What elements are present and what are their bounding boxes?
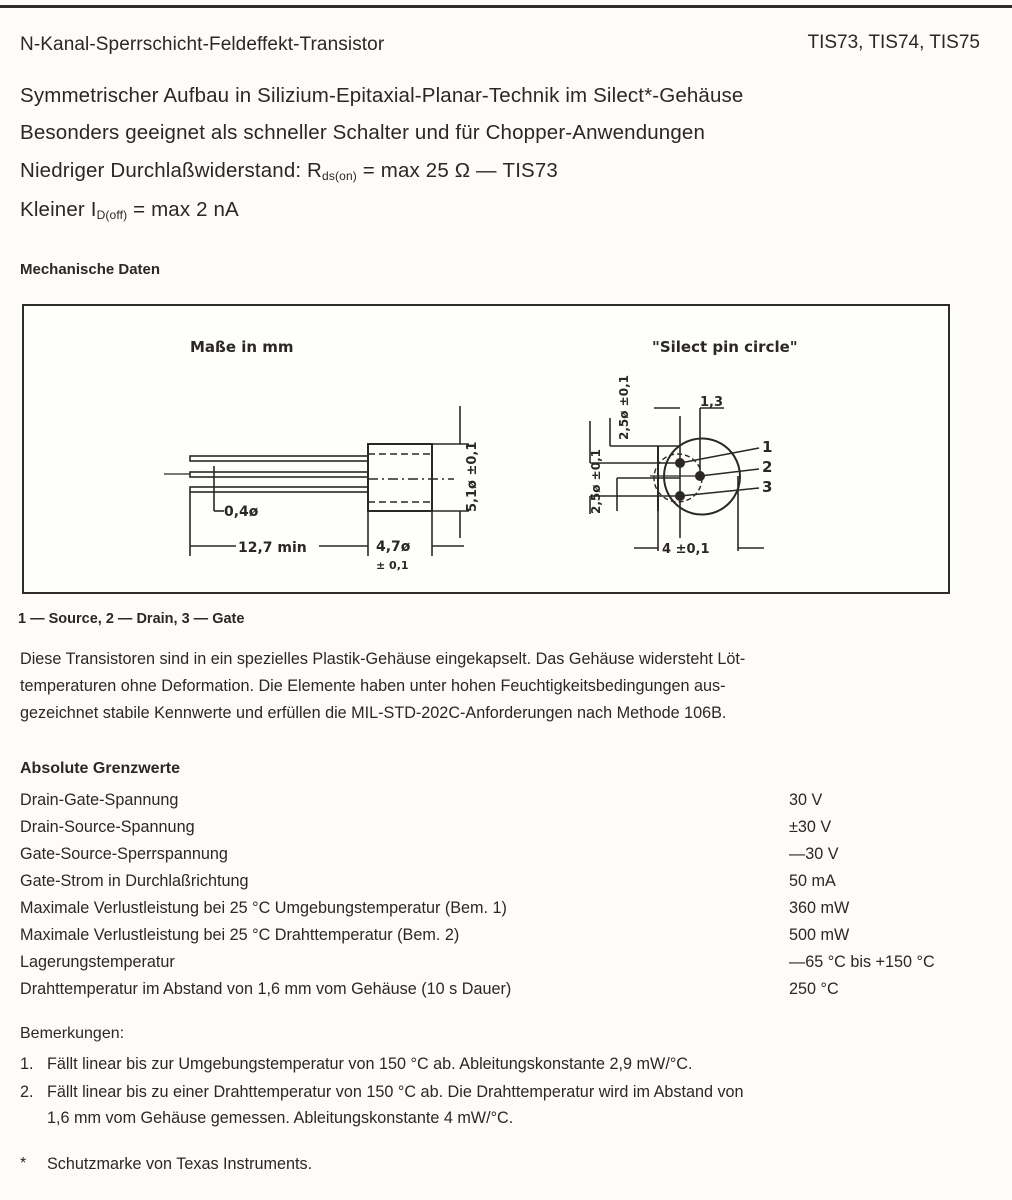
limit-row: [20, 926, 980, 950]
lead-diameter-label: 0,4ø: [224, 504, 259, 520]
limit-row: [20, 953, 980, 977]
feature-subscript: ds(on): [322, 169, 357, 183]
feature-suffix: = max 2 nA: [127, 198, 239, 221]
footnote-mark: *: [20, 1155, 27, 1172]
remark-number: 1.: [20, 1055, 34, 1073]
remark-text: Fällt linear bis zur Umgebungstemperatur von 150 °C ab. Ableitungskonstante 2,9 mW/°C.: [47, 1055, 693, 1073]
document-title: N-Kanal-Sperrschicht-Feldeffekt-Transistor: [20, 34, 385, 55]
flat-width-label: 4 ±0,1: [662, 542, 710, 557]
feature-subscript: D(off): [96, 208, 128, 222]
remark-number: 2.: [20, 1083, 34, 1101]
limit-value: 30 V: [789, 791, 823, 809]
side-view-title: Maße in mm: [190, 338, 294, 356]
offset-label: 1,3: [700, 395, 724, 410]
limit-name: Drain-Source-Spannung: [20, 818, 195, 836]
limit-name: Maximale Verlustleistung bei 25 °C Umgebungstemperatur (Bem. 1): [20, 899, 507, 917]
pin-view-title: "Silect pin circle": [652, 338, 798, 356]
description-line: Diese Transistoren sind in ein spezielles Plastik-Gehäuse eingekapselt. Das Gehäuse widersteht Löt-: [20, 650, 746, 668]
body-length-label: 4,7ø: [376, 539, 411, 555]
feature-suffix: = max 25 Ω — TIS73: [356, 159, 558, 182]
pin-1-label: 1: [762, 438, 773, 456]
feature-prefix: Kleiner I: [20, 198, 97, 221]
feature-line: Symmetrischer Aufbau in Silizium-Epitaxial-Planar-Technik im Silect*-Gehäuse: [20, 84, 744, 107]
mechanical-heading: Mechanische Daten: [20, 261, 161, 278]
feature-line: Besonders geeignet als schneller Schalter und für Chopper-Anwendungen: [20, 121, 706, 144]
body-diameter-label: 5,1ø ±0,1: [465, 441, 480, 512]
remark-text: 1,6 mm vom Gehäuse gemessen. Ableitungskonstante 4 mW/°C.: [47, 1109, 514, 1127]
limit-row: [20, 899, 980, 923]
pin-circle-left-label: 2,5ø ±0,1: [589, 449, 603, 514]
footnote-text: Schutzmarke von Texas Instruments.: [47, 1155, 313, 1173]
limit-name: Drain-Gate-Spannung: [20, 791, 179, 809]
limit-name: Maximale Verlustleistung bei 25 °C Drahttemperatur (Bem. 2): [20, 926, 460, 944]
limit-name: Drahttemperatur im Abstand von 1,6 mm vom Gehäuse (10 s Dauer): [20, 980, 512, 998]
feature-line-idoff: [20, 198, 239, 222]
pin-2-label: 2: [762, 458, 773, 476]
body-length-tol: ± 0,1: [376, 559, 409, 572]
description-line: temperaturen ohne Deformation. Die Elemente haben unter hohen Feuchtigkeitsbedingungen aus-: [20, 677, 726, 695]
feature-line-rdson: [20, 159, 558, 183]
remark-text: Fällt linear bis zu einer Drahttemperatur von 150 °C ab. Die Drahttemperatur wird im Abstand von: [47, 1083, 744, 1101]
feature-prefix: Niedriger Durchlaßwiderstand: R: [20, 159, 323, 182]
limit-value: ±30 V: [789, 818, 832, 836]
device-types: TIS73, TIS74, TIS75: [807, 32, 980, 53]
limit-row: [20, 818, 980, 842]
pin-3-label: 3: [762, 478, 773, 496]
limit-row: [20, 845, 980, 869]
limit-value: 250 °C: [789, 980, 839, 998]
absolute-limits-heading: Absolute Grenzwerte: [20, 760, 181, 777]
limit-value: 500 mW: [789, 926, 850, 944]
limit-row: [20, 980, 980, 1004]
limit-value: 360 mW: [789, 899, 850, 917]
mechanical-diagram: [22, 304, 950, 594]
description-line: gezeichnet stabile Kennwerte und erfüllen die MIL-STD-202C-Anforderungen nach Methode 106B.: [20, 704, 727, 722]
top-rule: [0, 5, 1012, 8]
limit-row: [20, 872, 980, 896]
limit-name: Lagerungstemperatur: [20, 953, 175, 971]
pin-circle-top-label: 2,5ø ±0,1: [617, 375, 631, 440]
limit-value: 50 mA: [789, 872, 836, 890]
limit-value: —65 °C bis +150 °C: [789, 953, 935, 971]
dimension-drawing: [24, 306, 952, 596]
pin-assignment-caption: 1 — Source, 2 — Drain, 3 — Gate: [18, 611, 245, 627]
limit-row: [20, 791, 980, 815]
remarks-heading: Bemerkungen:: [20, 1025, 125, 1042]
lead-length-label: 12,7 min: [238, 540, 307, 556]
limit-name: Gate-Strom in Durchlaßrichtung: [20, 872, 249, 890]
limit-value: —30 V: [789, 845, 839, 863]
limit-name: Gate-Source-Sperrspannung: [20, 845, 228, 863]
